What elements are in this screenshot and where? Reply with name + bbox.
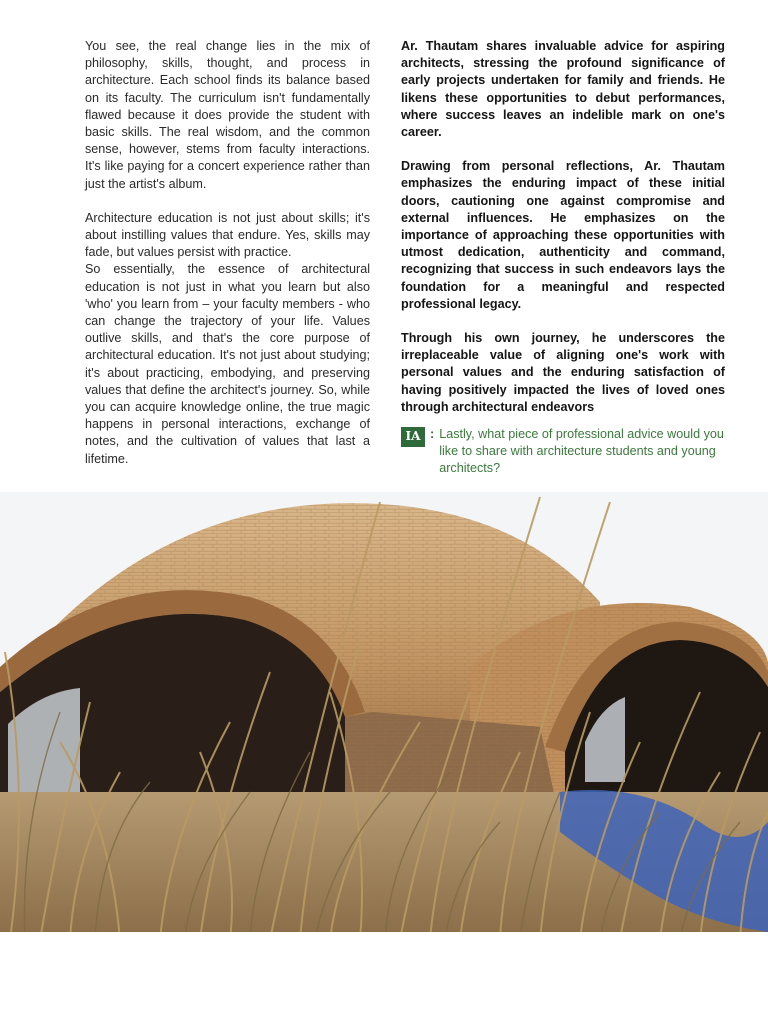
question-text: Lastly, what piece of professional advice would you like to share with architecture students and young architects? xyxy=(439,427,724,476)
left-paragraph-3: So essentially, the essence of architectural education is not just in what you learn but also 'who' you learn from – your faculty members - who can change the trajectory of your life. Values outlive skills, and that's the core purpose of architectural education. It's not just about studying; it's about practicing, embodying, and preserving values that define the architect's journey. So, while you can acquire knowledge online, the true magic happens in personal interactions, exchange of notes, and the cultivation of values that last a lifetime. xyxy=(85,262,370,466)
right-column xyxy=(401,38,725,478)
left-column xyxy=(85,38,370,485)
right-paragraph-3: Through his own journey, he underscores the irreplaceable value of aligning one's work with personal values and the enduring satisfaction of having positively impacted the lives of loved ones through architectural endeavors xyxy=(401,331,725,414)
right-paragraph-2: Drawing from personal reflections, Ar. Thautam emphasizes the enduring impact of these initial doors, cautioning one against compromise and external influences. He emphasizes on the importance of approaching these opportunities with utmost dedication, authenticity and command, recognizing that success in such endeavors lays the foundation for a meaningful and respected professional legacy. xyxy=(401,159,725,311)
right-paragraph-1: Ar. Thautam shares invaluable advice for aspiring architects, stressing the profound significance of early projects undertaken for family and friends. He likens these opportunities to debut performances, where success leaves an indelible mark on one's career. xyxy=(401,39,725,140)
bottom-white-band xyxy=(0,932,768,940)
left-paragraph-2: Architecture education is not just about skills; it's about instilling values that endure. Yes, skills may fade, but values persist with practice. xyxy=(85,210,370,260)
left-paragraph-1: You see, the real change lies in the mix of philosophy, skills, thought, and process in architecture. Each school finds its balance based on its faculty. The curriculum isn't fundamentally flawed because it does provide the student with basic skills. The real wisdom, and the common sense, however, stems from faculty interactions. It's like paying for a concert experience rather than just the artist's album. xyxy=(85,39,370,191)
interview-question xyxy=(401,426,725,478)
brick-vault-photo xyxy=(0,492,768,940)
question-colon: : xyxy=(430,427,435,442)
question-badge: IA xyxy=(401,427,425,447)
